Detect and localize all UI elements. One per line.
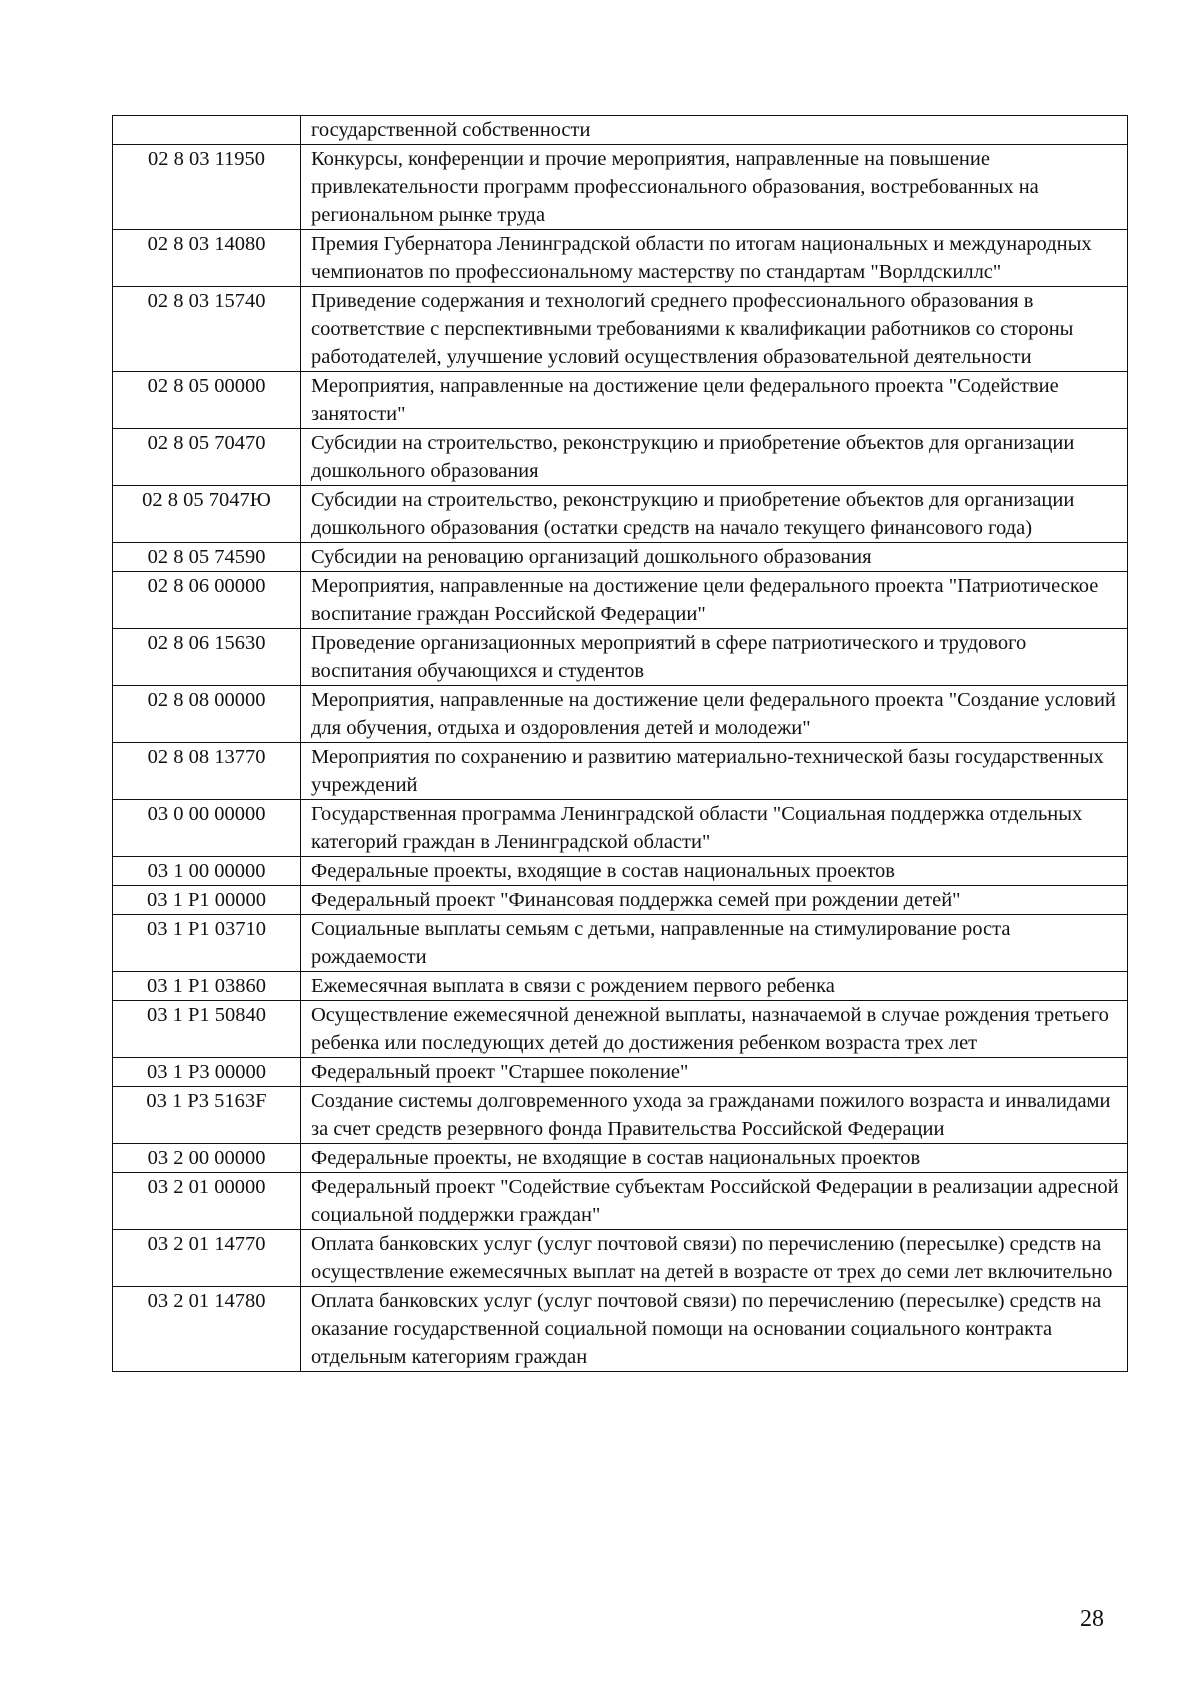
row-code: 03 0 00 00000 <box>113 800 301 857</box>
table-body <box>113 116 1128 1372</box>
row-code: 02 8 03 14080 <box>113 230 301 287</box>
row-description: Оплата банковских услуг (услуг почтовой связи) по перечислению (пересылке) средств на осуществление ежемесячных выплат на детей в возрасте от трех до семи лет включительно <box>301 1230 1128 1287</box>
table-row <box>113 915 1128 972</box>
row-description: Оплата банковских услуг (услуг почтовой связи) по перечислению (пересылке) средств на оказание государственной социальной помощи на основании социального контракта отдельным категориям граждан <box>301 1287 1128 1372</box>
row-code: 03 1 P3 00000 <box>113 1058 301 1087</box>
row-code: 02 8 05 7047Ю <box>113 486 301 543</box>
table-row <box>113 1001 1128 1058</box>
table-row <box>113 800 1128 857</box>
row-description: Социальные выплаты семьям с детьми, направленные на стимулирование роста рождаемости <box>301 915 1128 972</box>
row-description: Мероприятия, направленные на достижение цели федерального проекта "Содействие занятости" <box>301 372 1128 429</box>
row-description: Создание системы долговременного ухода за гражданами пожилого возраста и инвалидами за счет средств резервного фонда Правительства Российской Федерации <box>301 1087 1128 1144</box>
row-code: 02 8 05 70470 <box>113 429 301 486</box>
table-row <box>113 1144 1128 1173</box>
row-description: государственной собственности <box>301 116 1128 145</box>
table-row <box>113 372 1128 429</box>
row-description: Приведение содержания и технологий среднего профессионального образования в соответствие с перспективными требованиями к квалификации работников со стороны работодателей, улучшение условий осуществления образовательной деятельности <box>301 287 1128 372</box>
row-description: Федеральные проекты, не входящие в состав национальных проектов <box>301 1144 1128 1173</box>
row-description: Конкурсы, конференции и прочие мероприятия, направленные на повышение привлекательности программ профессионального образования, востребованных на региональном рынке труда <box>301 145 1128 230</box>
page-number: 28 <box>1080 1606 1104 1632</box>
table-row <box>113 972 1128 1001</box>
row-description: Субсидии на строительство, реконструкцию и приобретение объектов для организации дошкольного образования <box>301 429 1128 486</box>
row-description: Мероприятия, направленные на достижение цели федерального проекта "Патриотическое воспитание граждан Российской Федерации" <box>301 572 1128 629</box>
row-code: 02 8 06 15630 <box>113 629 301 686</box>
row-description: Субсидии на реновацию организаций дошкольного образования <box>301 543 1128 572</box>
table-row <box>113 857 1128 886</box>
table-row <box>113 886 1128 915</box>
table-row <box>113 116 1128 145</box>
table-row <box>113 287 1128 372</box>
row-description: Федеральный проект "Финансовая поддержка семей при рождении детей" <box>301 886 1128 915</box>
row-code: 03 1 00 00000 <box>113 857 301 886</box>
table-row <box>113 629 1128 686</box>
row-code: 03 2 00 00000 <box>113 1144 301 1173</box>
table-row <box>113 230 1128 287</box>
row-code: 03 2 01 00000 <box>113 1173 301 1230</box>
row-description: Федеральный проект "Старшее поколение" <box>301 1058 1128 1087</box>
row-description: Осуществление ежемесячной денежной выплаты, назначаемой в случае рождения третьего ребенка или последующих детей до достижения ребенком возраста трех лет <box>301 1001 1128 1058</box>
table-row <box>113 543 1128 572</box>
row-code: 03 1 P1 03710 <box>113 915 301 972</box>
row-code: 02 8 03 15740 <box>113 287 301 372</box>
row-description: Мероприятия, направленные на достижение цели федерального проекта "Создание условий для обучения, отдыха и оздоровления детей и молодежи" <box>301 686 1128 743</box>
row-code: 03 2 01 14770 <box>113 1230 301 1287</box>
table-row <box>113 145 1128 230</box>
row-description: Ежемесячная выплата в связи с рождением первого ребенка <box>301 972 1128 1001</box>
budget-classification-table <box>112 115 1128 1372</box>
row-code: 02 8 05 74590 <box>113 543 301 572</box>
table-row <box>113 686 1128 743</box>
table-row <box>113 486 1128 543</box>
table-row <box>113 743 1128 800</box>
table-row <box>113 429 1128 486</box>
table-row <box>113 1173 1128 1230</box>
table-row <box>113 1087 1128 1144</box>
row-code: 02 8 05 00000 <box>113 372 301 429</box>
row-code: 03 1 P1 03860 <box>113 972 301 1001</box>
row-code: 02 8 03 11950 <box>113 145 301 230</box>
row-code: 02 8 08 13770 <box>113 743 301 800</box>
row-description: Федеральный проект "Содействие субъектам Российской Федерации в реализации адресной социальной поддержки граждан" <box>301 1173 1128 1230</box>
row-code: 03 1 P1 00000 <box>113 886 301 915</box>
row-code <box>113 116 301 145</box>
table-row <box>113 1287 1128 1372</box>
row-description: Субсидии на строительство, реконструкцию и приобретение объектов для организации дошкольного образования (остатки средств на начало текущего финансового года) <box>301 486 1128 543</box>
row-code: 03 1 P1 50840 <box>113 1001 301 1058</box>
row-description: Федеральные проекты, входящие в состав национальных проектов <box>301 857 1128 886</box>
row-description: Проведение организационных мероприятий в сфере патриотического и трудового воспитания обучающихся и студентов <box>301 629 1128 686</box>
row-description: Мероприятия по сохранению и развитию материально-технической базы государственных учреждений <box>301 743 1128 800</box>
row-code: 03 2 01 14780 <box>113 1287 301 1372</box>
row-code: 02 8 06 00000 <box>113 572 301 629</box>
row-description: Государственная программа Ленинградской области "Социальная поддержка отдельных категорий граждан в Ленинградской области" <box>301 800 1128 857</box>
table-row <box>113 1230 1128 1287</box>
row-description: Премия Губернатора Ленинградской области по итогам национальных и международных чемпионатов по профессиональному мастерству по стандартам "Ворлдскиллс" <box>301 230 1128 287</box>
table-row <box>113 572 1128 629</box>
row-code: 02 8 08 00000 <box>113 686 301 743</box>
table-row <box>113 1058 1128 1087</box>
row-code: 03 1 P3 5163F <box>113 1087 301 1144</box>
